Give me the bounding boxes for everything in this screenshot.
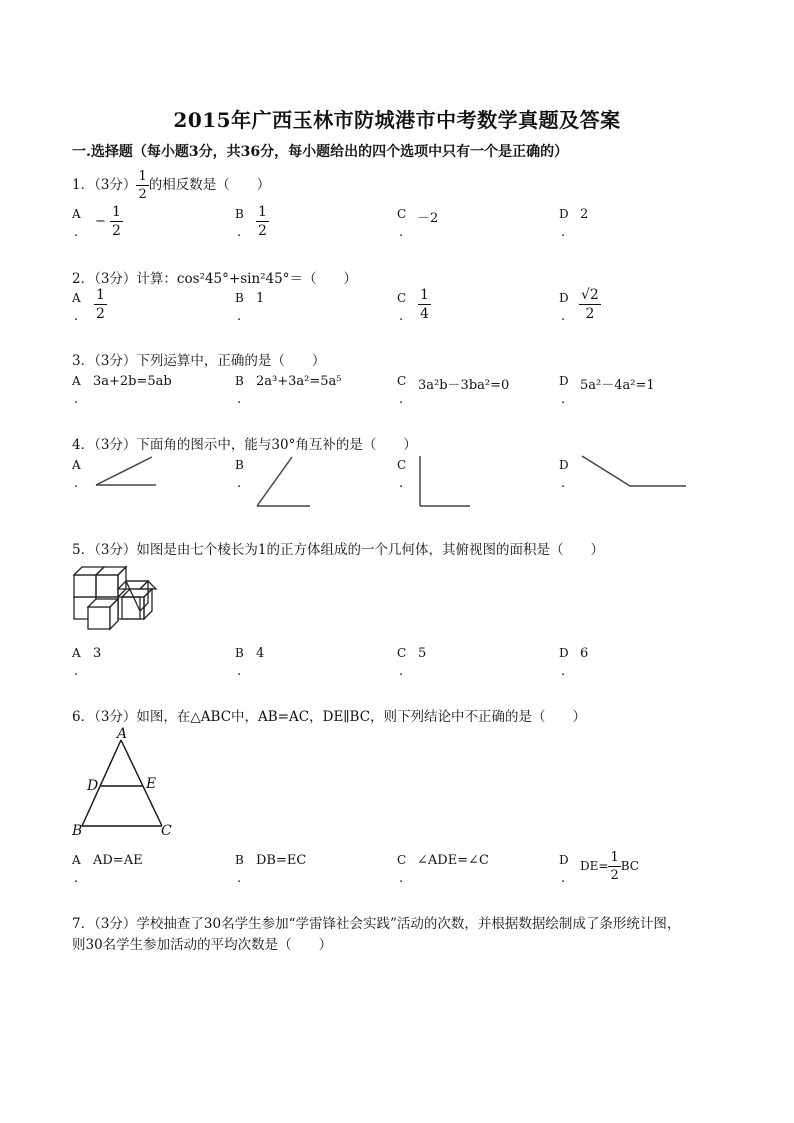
q3-option-c-letter: C (397, 374, 407, 388)
q2-option-d-fraction (579, 288, 601, 321)
q2-option-a-fraction (94, 288, 107, 321)
q3-option-b: 2a³+3a²=5a⁵ (256, 374, 342, 389)
q6-option-d (580, 851, 639, 882)
q1-option-a-dot: . (74, 225, 79, 240)
question-7-line-1: 7．（3分）学校抽查了30名学生参加“学雷锋社会实践”活动的次数，并根据数据绘制成了条形统计图， (72, 916, 681, 932)
q6-label-c: C (161, 823, 172, 839)
page-title: 2015年广西玉林市防城港市中考数学真题及答案 (173, 108, 621, 132)
q4-option-b-angle-figure (252, 452, 314, 510)
q2-option-b-dot: . (237, 309, 242, 324)
q2-option-c-letter: C (397, 291, 407, 305)
fraction-numerator: 1 (420, 287, 429, 303)
q6-option-c-letter: C (397, 853, 407, 867)
question-7-line-2: 则30名学生参加活动的平均次数是（ ） (72, 937, 333, 953)
q6-option-b-letter: B (235, 853, 244, 867)
q3-option-b-dot: . (237, 392, 242, 407)
fraction-denominator: 2 (258, 223, 267, 239)
q6-label-d: D (87, 778, 99, 794)
q4-option-d-letter: D (559, 458, 569, 472)
q3-option-c: 3a²b－3ba²=0 (418, 378, 510, 393)
fraction-numerator: 1 (112, 204, 121, 220)
q4-option-b-letter: B (235, 458, 244, 472)
q1-option-d: 2 (580, 207, 589, 222)
q5-option-b-letter: B (235, 646, 244, 660)
q2-option-d (579, 288, 601, 321)
q1-option-a-fraction (110, 205, 123, 238)
fraction-denominator: 2 (96, 306, 105, 322)
fraction-numerator: 1 (610, 850, 619, 865)
q5-option-b-dot: . (237, 664, 242, 679)
q6-option-a-letter: A (72, 853, 81, 867)
q5-option-d-letter: D (559, 646, 569, 660)
q2-option-a (94, 288, 107, 321)
section-heading: 一.选择题（每小题3分，共36分，每小题给出的四个选项中只有一个是正确的） (72, 144, 569, 160)
q6-label-a: A (117, 726, 128, 742)
q1-option-b-fraction (256, 205, 269, 238)
q3-option-b-letter: B (235, 374, 244, 388)
q1-option-b (256, 205, 269, 238)
q1-option-d-dot: . (561, 225, 566, 240)
q5-option-d-dot: . (561, 664, 566, 679)
question-1-fraction (136, 170, 148, 201)
fraction-denominator: 2 (112, 223, 121, 239)
q6-label-e: E (146, 776, 157, 792)
q6-option-a-dot: . (74, 871, 79, 886)
q2-option-b-letter: B (235, 291, 244, 305)
q2-option-d-dot: . (561, 309, 566, 324)
q1-option-c-dot: . (399, 225, 404, 240)
q6-option-b: DB=EC (256, 853, 307, 868)
q3-option-d-letter: D (559, 374, 569, 388)
q2-option-a-dot: . (74, 309, 79, 324)
q6-option-c-dot: . (399, 871, 404, 886)
q4-option-c-dot: . (399, 476, 404, 491)
q4-option-d-dot: . (561, 476, 566, 491)
q6-option-d-fraction (608, 851, 620, 882)
fraction-denominator: 2 (585, 306, 595, 322)
question-1-tail: 的相反数是（ ） (148, 177, 271, 193)
q3-option-a-dot: . (74, 392, 79, 407)
question-2: 2．（3分）计算：cos²45°+sin²45°＝（ ） (72, 271, 357, 287)
q4-option-c-letter: C (397, 458, 407, 472)
fraction-numerator: 1 (138, 169, 147, 184)
q2-option-b: 1 (256, 291, 265, 306)
question-1 (72, 170, 270, 201)
fraction-denominator: 4 (420, 306, 429, 322)
q1-option-a (95, 205, 123, 238)
q3-option-a-letter: A (72, 374, 81, 388)
q5-option-d: 6 (580, 646, 589, 661)
q2-option-d-letter: D (559, 291, 569, 305)
q6-d-suffix: BC (620, 859, 639, 873)
q2-option-c-fraction (418, 288, 431, 321)
q4-option-a-letter: A (72, 458, 81, 472)
q4-option-c-angle-figure (414, 452, 474, 510)
q5-cube-solid-figure (70, 561, 162, 633)
q6-option-c: ∠ADE=∠C (417, 853, 489, 868)
q1-option-d-letter: D (559, 207, 569, 221)
question-4: 4．（3分）下面角的图示中，能与30°角互补的是（ ） (72, 437, 417, 453)
q5-option-c-letter: C (397, 646, 407, 660)
q2-option-a-letter: A (72, 291, 81, 305)
q6-d-prefix: DE= (580, 859, 609, 873)
q1-option-b-letter: B (235, 207, 244, 221)
q2-option-c (418, 288, 431, 321)
question-5: 5．（3分）如图是由七个棱长为1的正方体组成的一个几何体，其俯视图的面积是（ ） (72, 542, 605, 558)
q3-option-a: 3a+2b=5ab (93, 374, 172, 389)
fraction-denominator: 2 (138, 187, 147, 202)
q2-option-c-dot: . (399, 309, 404, 324)
q1-option-c-letter: C (397, 207, 407, 221)
q5-option-c: 5 (418, 646, 427, 661)
q3-option-d: 5a²－4a²=1 (580, 378, 655, 393)
q6-option-a: AD=AE (93, 853, 143, 868)
fraction-denominator: 2 (610, 868, 619, 883)
q5-option-b: 4 (256, 646, 265, 661)
q1-option-b-dot: . (237, 225, 242, 240)
question-1-number: 1．（3分） (72, 177, 137, 193)
q4-option-b-dot: . (237, 476, 242, 491)
q4-option-a-angle-figure (90, 452, 160, 490)
q4-option-a-dot: . (74, 476, 79, 491)
q5-option-c-dot: . (399, 664, 404, 679)
q4-option-d-angle-figure (578, 452, 690, 492)
q5-option-a-dot: . (74, 664, 79, 679)
question-3: 3．（3分）下列运算中，正确的是（ ） (72, 353, 326, 369)
fraction-numerator: √2 (581, 287, 599, 303)
q1-option-c: －2 (417, 211, 439, 226)
q6-option-b-dot: . (237, 871, 242, 886)
minus-sign: − (95, 214, 106, 229)
question-6: 6．（3分）如图，在△ABC中，AB=AC，DE∥BC，则下列结论中不正确的是（ ） (72, 709, 587, 725)
fraction-numerator: 1 (96, 287, 105, 303)
q3-option-c-dot: . (399, 392, 404, 407)
q5-option-a-letter: A (72, 646, 81, 660)
q5-option-a: 3 (93, 646, 102, 661)
q3-option-d-dot: . (561, 392, 566, 407)
q6-option-d-letter: D (559, 853, 569, 867)
q6-label-b: B (72, 823, 83, 839)
fraction-numerator: 1 (258, 204, 267, 220)
q6-option-d-dot: . (561, 871, 566, 886)
q1-option-a-letter: A (72, 207, 81, 221)
